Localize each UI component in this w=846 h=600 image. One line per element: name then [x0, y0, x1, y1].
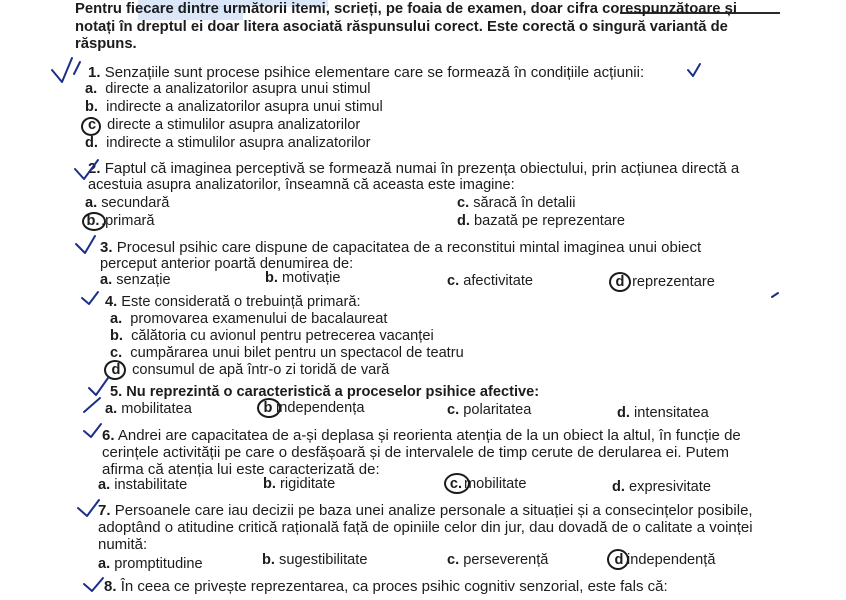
option-7a: a. promptitudine — [98, 556, 203, 572]
option-3d: d reprezentare — [615, 274, 715, 290]
option-4d: d consumul de apă într-o zi toridă de vară — [111, 362, 390, 378]
option-4a: a. promovarea examenului de bacalaureat — [110, 311, 388, 327]
question-4-stem: 4. Este considerată o trebuință primară: — [105, 294, 361, 310]
question-8-stem: 8. În ceea ce privește reprezentarea, ca proces psihic cognitiv senzorial, este fals că: — [104, 578, 668, 595]
instructions-line-1: Pentru fiecare dintre următorii itemi, scrieți, pe foaia de examen, doar cifra corespunzătoare și — [75, 1, 737, 17]
option-4c: c. cumpărarea unui bilet pentru un spectacol de teatru — [110, 345, 464, 361]
option-6b: b. rigiditate — [263, 476, 336, 492]
checkmark-icon — [82, 292, 98, 304]
option-1a: a. directe a analizatorilor asupra unui stimul — [85, 81, 371, 97]
instructions-line-3: răspuns. — [75, 36, 137, 52]
option-1b: b. indirecte a analizatorilor asupra unui stimul — [85, 99, 383, 115]
question-2-stem: 2. Faptul că imaginea perceptivă se formează numai în prezența obiectului, prin acțiunea directă a — [88, 160, 740, 177]
option-4b: b. călătoria cu avionul pentru petrecerea vacanței — [110, 328, 434, 344]
option-3b: b. motivație — [265, 270, 341, 286]
checkmark-icon — [89, 378, 108, 395]
question-2-stem-line-2: acestuia asupra analizatorilor, înseamnă că aceasta este imagine: — [88, 177, 515, 193]
checkmark-icon — [84, 424, 101, 437]
pen-stroke — [772, 293, 778, 297]
question-6-stem: 6. Andrei are capacitatea de a-și deplasa și reorienta atenția de la un obiect la altul, în funcție de — [102, 427, 741, 444]
question-3-stem: 3. Procesul psihic care dispune de capacitatea de a reconstitui mintal imaginea unui obiect — [100, 239, 702, 256]
checkmark-icon — [52, 58, 72, 82]
option-5c: c. polaritatea — [447, 402, 532, 418]
question-7-stem-line-3: numită: — [98, 536, 148, 553]
option-2c: c. săracă în detalii — [457, 195, 576, 211]
option-5d: d. intensitatea — [617, 405, 709, 421]
question-7-stem: 7. Persoanele care iau decizii pe baza unei analize personale a situației și a consecințelor posibile, — [98, 502, 753, 519]
question-text: Senzațiile sunt procese psihice elementare care se formează în condițiile acțiunii: — [104, 64, 645, 81]
pen-stroke — [84, 398, 100, 412]
question-7-stem-line-2: adoptând o atitudine critică rațională față de opiniile celor din jur, dau dovadă de o calitate a voinței — [98, 519, 753, 536]
option-5a: a. mobilitatea — [105, 401, 192, 417]
question-6-stem-line-2: cerințele activității pe care o desfășoară și de intervalele de timp cerute de derularea ei. Putem — [102, 444, 730, 461]
option-6a: a. instabilitate — [98, 477, 188, 493]
question-number: 1. — [88, 64, 101, 81]
option-3c: c. afectivitate — [447, 273, 533, 289]
option-2a: a. secundară — [85, 195, 170, 211]
checkmark-icon — [75, 160, 98, 179]
checkmark-icon — [74, 62, 80, 74]
option-3a: a. senzație — [100, 272, 171, 288]
option-6c: c. mobilitate — [449, 476, 527, 492]
question-3-stem-line-2: perceput anterior poartă denumirea de: — [100, 256, 354, 272]
option-letter: c — [87, 117, 97, 133]
option-5b: b independența — [263, 400, 365, 416]
checkmark-icon — [78, 500, 99, 516]
option-7c: c. perseverență — [447, 552, 549, 568]
checkmark-icon — [84, 578, 103, 591]
option-7d: d independență — [614, 552, 716, 568]
option-6d: d. expresivitate — [612, 479, 711, 495]
instructions-line-2: notați în dreptul ei doar litera asociată răspunsului corect. Este corectă o singură variantă de — [75, 19, 728, 35]
option-2d: d. bazată pe reprezentare — [457, 213, 625, 229]
checkmark-icon — [688, 64, 700, 76]
option-2b: b. .primară — [86, 213, 155, 229]
question-5-stem: 5. Nu reprezintă o caracteristică a proceselor psihice afective: — [110, 384, 540, 400]
option-1d: d. indirecte a stimulilor asupra analizatorilor — [85, 135, 371, 151]
option-1c: c directe a stimulilor asupra analizatorilor — [85, 117, 360, 134]
question-6-stem-line-3: afirma că atenția lui este caracterizată de: — [102, 461, 380, 478]
checkmark-icon — [76, 236, 95, 253]
option-7b: b. sugestibilitate — [262, 552, 368, 568]
